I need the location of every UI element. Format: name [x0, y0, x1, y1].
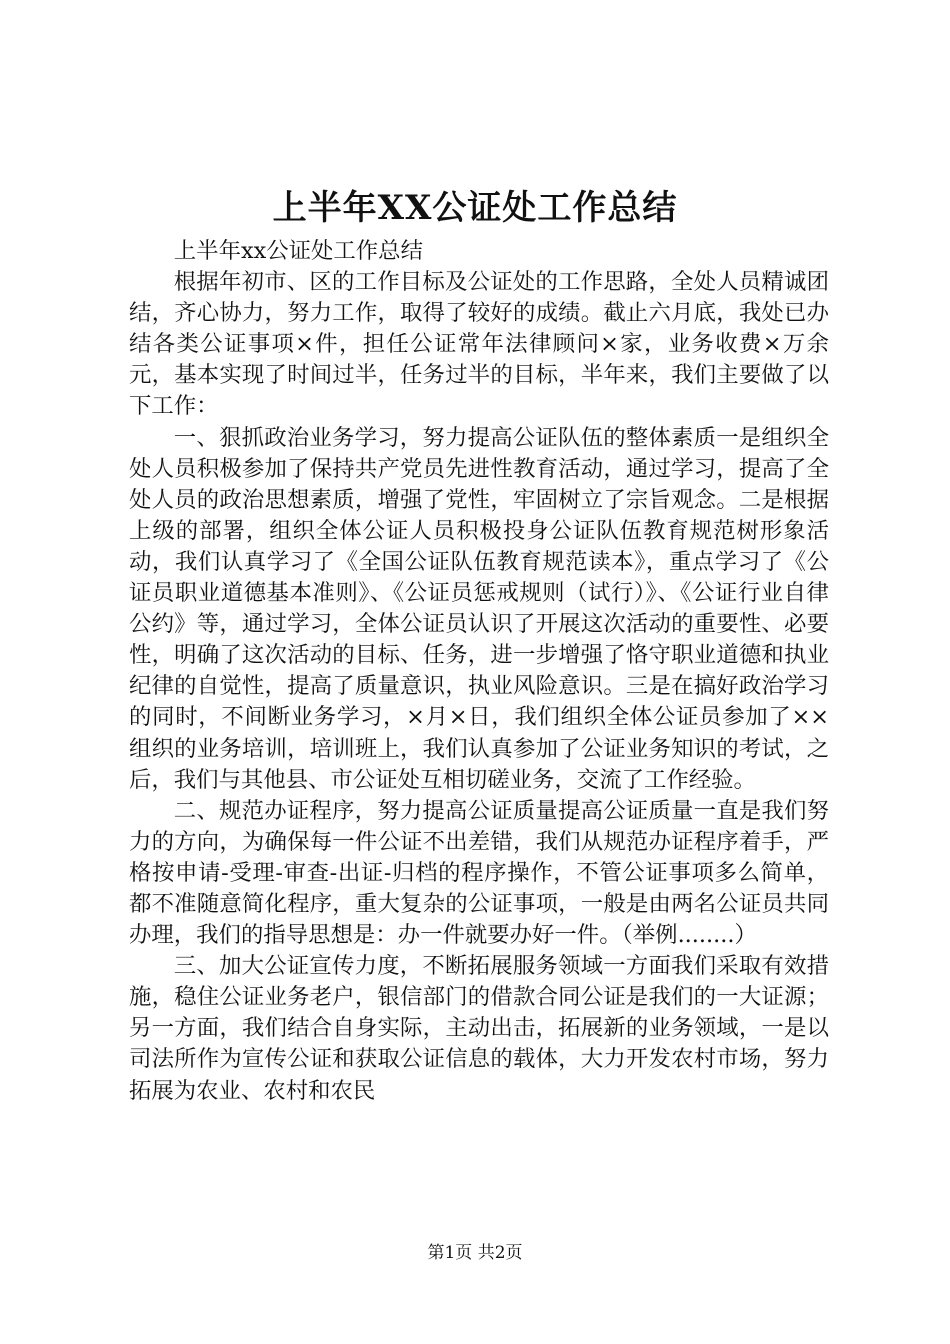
document-title: 上半年XX公证处工作总结	[272, 188, 678, 228]
page-number-footer: 第1页 共2页	[427, 1243, 523, 1263]
paragraph-section-one: 一、狠抓政治业务学习，努力提高公证队伍的整体素质一是组织全处人员积极参加了保持共产党员先进性教育活动，通过学习，提高了全处人员的政治思想素质，增强了党性，牢固树立了宗旨观念。二是根据上级的部署，组织全体公证人员积极投身公证队伍教育规范树形象活动，我们认真学习了《全国公证队伍教育规范读本》，重点学习了《公证员职业道德基本准则》、《公证员惩戒规则（试行）》、《公证行业自律公约》等，通过学习，全体公证员认识了开展这次活动的重要性、必要性，明确了这次活动的目标、任务，进一步增强了恪守职业道德和执业纪律的自觉性，提高了质量意识，执业风险意识。三是在搞好政治学习的同时，不间断业务学习，×月×日，我们组织全体公证员参加了××组织的业务培训，培训班上，我们认真参加了公证业务知识的考试，之后，我们与其他县、市公证处互相切磋业务，交流了工作经验。	[129, 424, 829, 793]
document-body	[129, 236, 829, 1107]
paragraph-subtitle: 上半年xx公证处工作总结	[173, 238, 423, 264]
paragraph-section-three: 三、加大公证宣传力度，不断拓展服务领域一方面我们采取有效措施，稳住公证业务老户，银信部门的借款合同公证是我们的一大证源；另一方面，我们结合自身实际，主动出击，拓展新的业务领域，一是以司法所作为宣传公证和获取公证信息的载体，大力开发农村市场，努力拓展为农业、农村和农民	[129, 953, 829, 1104]
paragraph-intro: 根据年初市、区的工作目标及公证处的工作思路，全处人员精诚团结，齐心协力，努力工作，取得了较好的成绩。截止六月底，我处已办结各类公证事项×件，担任公证常年法律顾问×家，业务收费×万余元，基本实现了时间过半，任务过半的目标，半年来，我们主要做了以下工作：	[129, 269, 829, 420]
paragraph-section-two: 二、规范办证程序，努力提高公证质量提高公证质量一直是我们努力的方向，为确保每一件公证不出差错，我们从规范办证程序着手，严格按申请-受理-审查-出证-归档的程序操作，不管公证事项多么简单，都不准随意简化程序，重大复杂的公证事项，一般是由两名公证员共同办理，我们的指导思想是：办一件就要办好一件。（举例........）	[129, 797, 829, 949]
